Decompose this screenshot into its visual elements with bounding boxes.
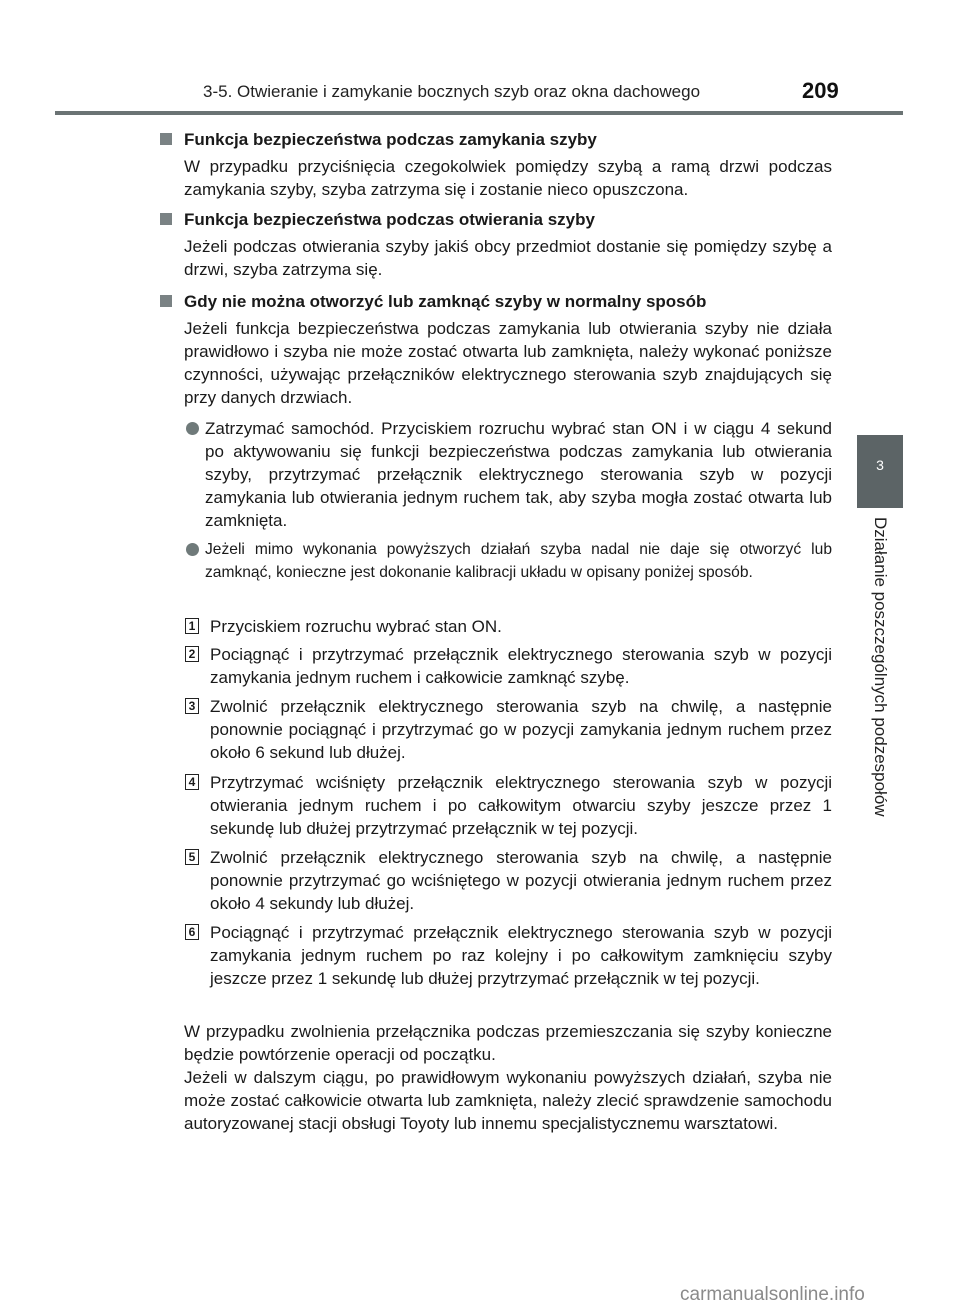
closing-text: Jeżeli w dalszym ciągu, po prawidłowym wykonaniu powyższych działań, szyba nie może zostać całkowicie otwarta lub zamknięta, należy zlecić sprawdzenie samochodu autoryzowanej stacji obsługi Toyoty lub innemu specjalistycznemu warsztatowi.: [184, 1068, 832, 1133]
step-text: Pociągnąć i przytrzymać przełącznik elektrycznego sterowania szyb w pozycji zamykania jednym ruchem i całkowicie zamknąć szybę.: [210, 645, 832, 687]
section-text: W przypadku przyciśnięcia czegokolwiek pomiędzy szybą a ramą drzwi podczas zamykania szyby, szyba zatrzyma się i zostanie nieco opuszczona.: [184, 157, 832, 199]
closing-text: W przypadku zwolnienia przełącznika podczas przemieszczania się szyby konieczne będzie powtórzenie operacji od początku.: [184, 1022, 832, 1064]
step-text: Zwolnić przełącznik elektrycznego sterowania szyb na chwilę, a następnie ponownie pociągnąć i przytrzymać go w pozycji zamykania jednym ruchem przez około 6 sekund lub dłużej.: [210, 697, 832, 762]
chapter-number: 3: [876, 457, 884, 473]
step-text: Pociągnąć i przytrzymać przełącznik elektrycznego sterowania szyb w pozycji zamykania jednym ruchem po raz kolejny i po całkowitym zamknięciu szyby jeszcze przez 1 sekundę lub dłużej przytrzymać przełącznik w tej pozycji.: [210, 923, 832, 988]
step-number: 6: [185, 924, 199, 940]
chapter-side-label: Działanie poszczególnych podzespołów: [871, 517, 890, 817]
section-text: Jeżeli funkcja bezpieczeństwa podczas zamykania lub otwierania szyby nie działa prawidłowo i szyba nie może zostać otwarta lub zamknięta, należy wykonać poniższe czynności, używając przełączników elektrycznego sterowania szyb znajdujących się przy danych drzwiach.: [184, 319, 832, 407]
bullet-item: Zatrzymać samochód. Przyciskiem rozruchu wybrać stan ON i w ciągu 4 sekund po aktywowaniu się funkcji bezpieczeństwa podczas zamykania lub otwierania szyby, przytrzymać przełącznik elektrycznego sterowania szyb w pozycji zamykania lub otwierania jednym ruchem tak, aby szyba mogła zostać otwarta lub zamknięta.: [205, 419, 832, 530]
square-bullet-icon: [160, 295, 172, 307]
step-text: Zwolnić przełącznik elektrycznego sterowania szyb na chwilę, a następnie ponownie przytrzymać go wciśniętego w pozycji otwierania jednym ruchem przez około 4 sekundy lub dłużej.: [210, 848, 832, 913]
section-text: Jeżeli podczas otwierania szyby jakiś obcy przedmiot dostanie się pomiędzy szybę a drzwi, szyba zatrzyma się.: [184, 237, 832, 279]
step-number: 5: [185, 849, 199, 865]
section-heading: Funkcja bezpieczeństwa podczas zamykania szyby: [184, 130, 597, 149]
round-bullet-icon: [186, 422, 199, 435]
square-bullet-icon: [160, 213, 172, 225]
step-number: 2: [185, 646, 199, 662]
chapter-tab: [857, 435, 903, 508]
step-text: Przyciskiem rozruchu wybrać stan ON.: [210, 617, 502, 636]
page-number: 209: [802, 78, 839, 103]
step-number: 3: [185, 698, 199, 714]
step-text: Przytrzymać wciśnięty przełącznik elektrycznego sterowania szyb w pozycji otwierania jednym ruchem i po całkowitym otwarciu szyby jeszcze przez 1 sekundę lub dłużej przytrzymać przełącznik w tej pozycji.: [210, 773, 832, 838]
section-heading: Gdy nie można otworzyć lub zamknąć szyby w normalny sposób: [184, 292, 707, 311]
header-rule: [55, 111, 903, 115]
watermark: carmanualsonline.info: [680, 1284, 865, 1305]
square-bullet-icon: [160, 133, 172, 145]
bullet-item: Jeżeli mimo wykonania powyższych działań szyba nadal nie daje się otworzyć lub zamknąć, konieczne jest dokonanie kalibracji układu w opisany poniżej sposób.: [205, 541, 832, 581]
step-number: 4: [185, 774, 199, 790]
running-title: 3-5. Otwieranie i zamykanie bocznych szyb oraz okna dachowego: [203, 82, 701, 101]
round-bullet-icon: [186, 543, 199, 556]
section-heading: Funkcja bezpieczeństwa podczas otwierania szyby: [184, 210, 595, 229]
step-number: 1: [185, 618, 199, 634]
